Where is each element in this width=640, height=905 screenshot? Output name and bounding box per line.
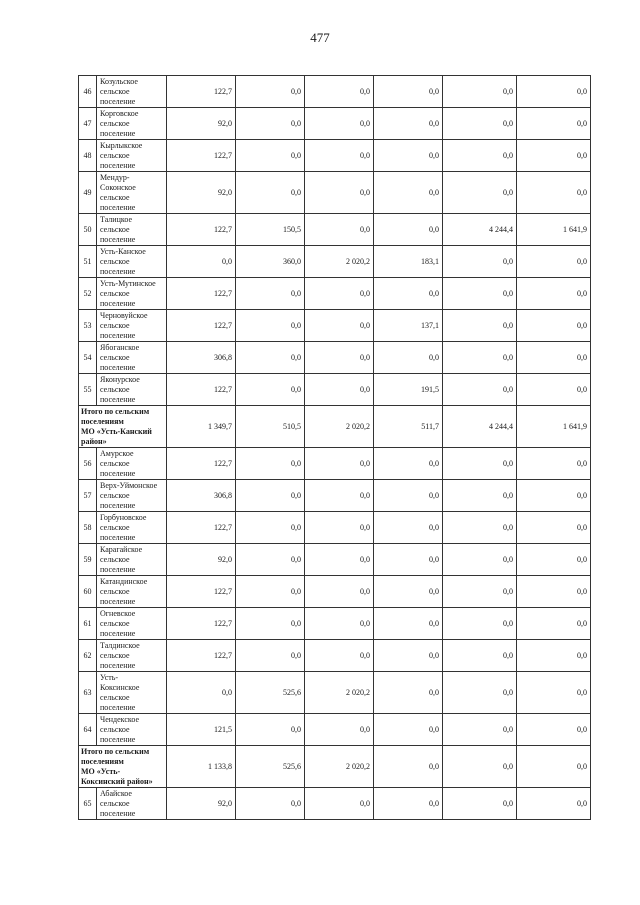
value-cell: 0,0 (305, 480, 374, 512)
table-row (79, 672, 591, 714)
value-cell: 122,7 (167, 76, 236, 108)
budget-table (78, 75, 591, 820)
settlement-name: Усть-Канское сельское поселение (97, 246, 167, 278)
value-cell: 0,0 (517, 76, 591, 108)
table-row (79, 310, 591, 342)
row-number: 48 (79, 140, 97, 172)
value-cell: 0,0 (443, 788, 517, 820)
value-cell: 0,0 (374, 342, 443, 374)
value-cell: 1 641,9 (517, 406, 591, 448)
value-cell: 0,0 (517, 108, 591, 140)
value-cell: 0,0 (236, 576, 305, 608)
value-cell: 306,8 (167, 480, 236, 512)
value-cell: 2 020,2 (305, 746, 374, 788)
value-cell: 0,0 (236, 480, 305, 512)
value-cell: 306,8 (167, 342, 236, 374)
value-cell: 0,0 (517, 374, 591, 406)
value-cell: 0,0 (305, 640, 374, 672)
value-cell: 0,0 (305, 108, 374, 140)
value-cell: 0,0 (374, 512, 443, 544)
value-cell: 2 020,2 (305, 246, 374, 278)
value-cell: 0,0 (443, 576, 517, 608)
value-cell: 0,0 (517, 512, 591, 544)
value-cell: 0,0 (374, 608, 443, 640)
table-row (79, 374, 591, 406)
row-number: 60 (79, 576, 97, 608)
value-cell: 0,0 (374, 108, 443, 140)
settlement-name: Козульское сельское поселение (97, 76, 167, 108)
value-cell: 137,1 (374, 310, 443, 342)
value-cell: 0,0 (517, 608, 591, 640)
value-cell: 525,6 (236, 746, 305, 788)
settlement-name: Чендекское сельское поселение (97, 714, 167, 746)
value-cell: 0,0 (236, 608, 305, 640)
value-cell: 2 020,2 (305, 672, 374, 714)
value-cell: 1 641,9 (517, 214, 591, 246)
value-cell: 0,0 (305, 310, 374, 342)
settlement-name: Амурское сельское поселение (97, 448, 167, 480)
table-row (79, 172, 591, 214)
value-cell: 511,7 (374, 406, 443, 448)
value-cell: 122,7 (167, 374, 236, 406)
value-cell: 122,7 (167, 640, 236, 672)
table-row (79, 576, 591, 608)
value-cell: 0,0 (443, 140, 517, 172)
value-cell: 0,0 (374, 576, 443, 608)
value-cell: 0,0 (236, 788, 305, 820)
value-cell: 0,0 (443, 172, 517, 214)
value-cell: 0,0 (517, 544, 591, 576)
value-cell: 0,0 (236, 140, 305, 172)
table-row (79, 714, 591, 746)
value-cell: 0,0 (374, 76, 443, 108)
settlement-name: Мендур- Соконское сельское поселение (97, 172, 167, 214)
value-cell: 0,0 (236, 544, 305, 576)
value-cell: 0,0 (374, 278, 443, 310)
table-total-row (79, 746, 591, 788)
settlement-name: Огневское сельское поселение (97, 608, 167, 640)
value-cell: 0,0 (517, 310, 591, 342)
settlement-name: Кырлыкское сельское поселение (97, 140, 167, 172)
value-cell: 183,1 (374, 246, 443, 278)
table-row (79, 512, 591, 544)
value-cell: 0,0 (374, 672, 443, 714)
settlement-name: Верх-Уймонское сельское поселение (97, 480, 167, 512)
settlement-name: Горбуновское сельское поселение (97, 512, 167, 544)
value-cell: 0,0 (236, 374, 305, 406)
value-cell: 4 244,4 (443, 406, 517, 448)
table-row (79, 246, 591, 278)
value-cell: 122,7 (167, 140, 236, 172)
value-cell: 0,0 (374, 172, 443, 214)
value-cell: 122,7 (167, 278, 236, 310)
value-cell: 0,0 (443, 108, 517, 140)
value-cell: 191,5 (374, 374, 443, 406)
row-number: 65 (79, 788, 97, 820)
value-cell: 0,0 (443, 672, 517, 714)
value-cell: 0,0 (305, 278, 374, 310)
value-cell: 92,0 (167, 108, 236, 140)
row-number: 53 (79, 310, 97, 342)
value-cell: 92,0 (167, 172, 236, 214)
table-body (79, 76, 591, 820)
row-number: 49 (79, 172, 97, 214)
value-cell: 92,0 (167, 788, 236, 820)
value-cell: 360,0 (236, 246, 305, 278)
row-number: 64 (79, 714, 97, 746)
value-cell: 0,0 (167, 246, 236, 278)
row-number: 50 (79, 214, 97, 246)
value-cell: 0,0 (517, 140, 591, 172)
value-cell: 1 349,7 (167, 406, 236, 448)
table-row (79, 214, 591, 246)
value-cell: 121,5 (167, 714, 236, 746)
value-cell: 0,0 (305, 544, 374, 576)
value-cell: 0,0 (443, 374, 517, 406)
table-row (79, 108, 591, 140)
total-label: Итого по сельским поселениям МО «Усть- Коксинский район» (79, 746, 167, 788)
value-cell: 0,0 (443, 746, 517, 788)
value-cell: 0,0 (517, 480, 591, 512)
value-cell: 0,0 (305, 788, 374, 820)
table-row (79, 544, 591, 576)
settlement-name: Талицкое сельское поселение (97, 214, 167, 246)
value-cell: 0,0 (374, 214, 443, 246)
value-cell: 0,0 (443, 640, 517, 672)
value-cell: 0,0 (236, 310, 305, 342)
value-cell: 0,0 (305, 140, 374, 172)
row-number: 63 (79, 672, 97, 714)
row-number: 52 (79, 278, 97, 310)
value-cell: 0,0 (167, 672, 236, 714)
table-row (79, 140, 591, 172)
settlement-name: Ябоганское сельское поселение (97, 342, 167, 374)
value-cell: 122,7 (167, 576, 236, 608)
value-cell: 0,0 (517, 246, 591, 278)
value-cell: 0,0 (517, 342, 591, 374)
value-cell: 0,0 (236, 342, 305, 374)
row-number: 56 (79, 448, 97, 480)
value-cell: 0,0 (236, 172, 305, 214)
value-cell: 0,0 (305, 172, 374, 214)
settlement-name: Карагайское сельское поселение (97, 544, 167, 576)
value-cell: 92,0 (167, 544, 236, 576)
value-cell: 0,0 (517, 576, 591, 608)
value-cell: 0,0 (236, 640, 305, 672)
value-cell: 0,0 (443, 448, 517, 480)
value-cell: 0,0 (443, 342, 517, 374)
value-cell: 0,0 (517, 714, 591, 746)
value-cell: 122,7 (167, 214, 236, 246)
value-cell: 0,0 (236, 714, 305, 746)
row-number: 54 (79, 342, 97, 374)
value-cell: 0,0 (443, 608, 517, 640)
row-number: 46 (79, 76, 97, 108)
value-cell: 0,0 (443, 480, 517, 512)
value-cell: 0,0 (305, 512, 374, 544)
value-cell: 0,0 (517, 448, 591, 480)
table-row (79, 342, 591, 374)
value-cell: 0,0 (374, 448, 443, 480)
value-cell: 0,0 (374, 544, 443, 576)
row-number: 59 (79, 544, 97, 576)
value-cell: 0,0 (305, 76, 374, 108)
settlement-name: Усть- Коксинское сельское поселение (97, 672, 167, 714)
table-row (79, 448, 591, 480)
value-cell: 0,0 (443, 512, 517, 544)
value-cell: 0,0 (236, 108, 305, 140)
row-number: 51 (79, 246, 97, 278)
value-cell: 0,0 (374, 788, 443, 820)
value-cell: 0,0 (517, 640, 591, 672)
value-cell: 0,0 (517, 746, 591, 788)
value-cell: 0,0 (374, 480, 443, 512)
value-cell: 0,0 (443, 278, 517, 310)
row-number: 62 (79, 640, 97, 672)
table-row (79, 640, 591, 672)
value-cell: 150,5 (236, 214, 305, 246)
value-cell: 0,0 (236, 512, 305, 544)
settlement-name: Корговское сельское поселение (97, 108, 167, 140)
table-row (79, 278, 591, 310)
value-cell: 2 020,2 (305, 406, 374, 448)
value-cell: 0,0 (443, 310, 517, 342)
value-cell: 0,0 (236, 448, 305, 480)
settlement-name: Талдинское сельское поселение (97, 640, 167, 672)
row-number: 61 (79, 608, 97, 640)
row-number: 47 (79, 108, 97, 140)
value-cell: 0,0 (305, 448, 374, 480)
table-total-row (79, 406, 591, 448)
row-number: 55 (79, 374, 97, 406)
total-label: Итого по сельским поселениям МО «Усть-Канский район» (79, 406, 167, 448)
settlement-name: Яконурское сельское поселение (97, 374, 167, 406)
value-cell: 0,0 (305, 608, 374, 640)
value-cell: 0,0 (374, 640, 443, 672)
value-cell: 122,7 (167, 310, 236, 342)
value-cell: 122,7 (167, 448, 236, 480)
value-cell: 0,0 (305, 714, 374, 746)
value-cell: 0,0 (305, 214, 374, 246)
value-cell: 0,0 (443, 246, 517, 278)
table-row (79, 788, 591, 820)
value-cell: 510,5 (236, 406, 305, 448)
value-cell: 0,0 (443, 544, 517, 576)
page-number: 477 (310, 30, 330, 45)
value-cell: 525,6 (236, 672, 305, 714)
value-cell: 0,0 (374, 140, 443, 172)
row-number: 57 (79, 480, 97, 512)
value-cell: 0,0 (305, 342, 374, 374)
value-cell: 0,0 (517, 172, 591, 214)
value-cell: 122,7 (167, 512, 236, 544)
value-cell: 4 244,4 (443, 214, 517, 246)
value-cell: 0,0 (374, 714, 443, 746)
value-cell: 0,0 (236, 278, 305, 310)
value-cell: 0,0 (305, 374, 374, 406)
settlement-name: Черновуйское сельское поселение (97, 310, 167, 342)
value-cell: 0,0 (443, 76, 517, 108)
value-cell: 0,0 (517, 788, 591, 820)
value-cell: 0,0 (374, 746, 443, 788)
row-number: 58 (79, 512, 97, 544)
value-cell: 0,0 (305, 576, 374, 608)
value-cell: 1 133,8 (167, 746, 236, 788)
value-cell: 0,0 (517, 278, 591, 310)
settlement-name: Усть-Мутинское сельское поселение (97, 278, 167, 310)
value-cell: 122,7 (167, 608, 236, 640)
table-row (79, 608, 591, 640)
settlement-name: Катандинское сельское поселение (97, 576, 167, 608)
table-row (79, 76, 591, 108)
value-cell: 0,0 (517, 672, 591, 714)
settlement-name: Абайское сельское поселение (97, 788, 167, 820)
value-cell: 0,0 (443, 714, 517, 746)
value-cell: 0,0 (236, 76, 305, 108)
table-row (79, 480, 591, 512)
